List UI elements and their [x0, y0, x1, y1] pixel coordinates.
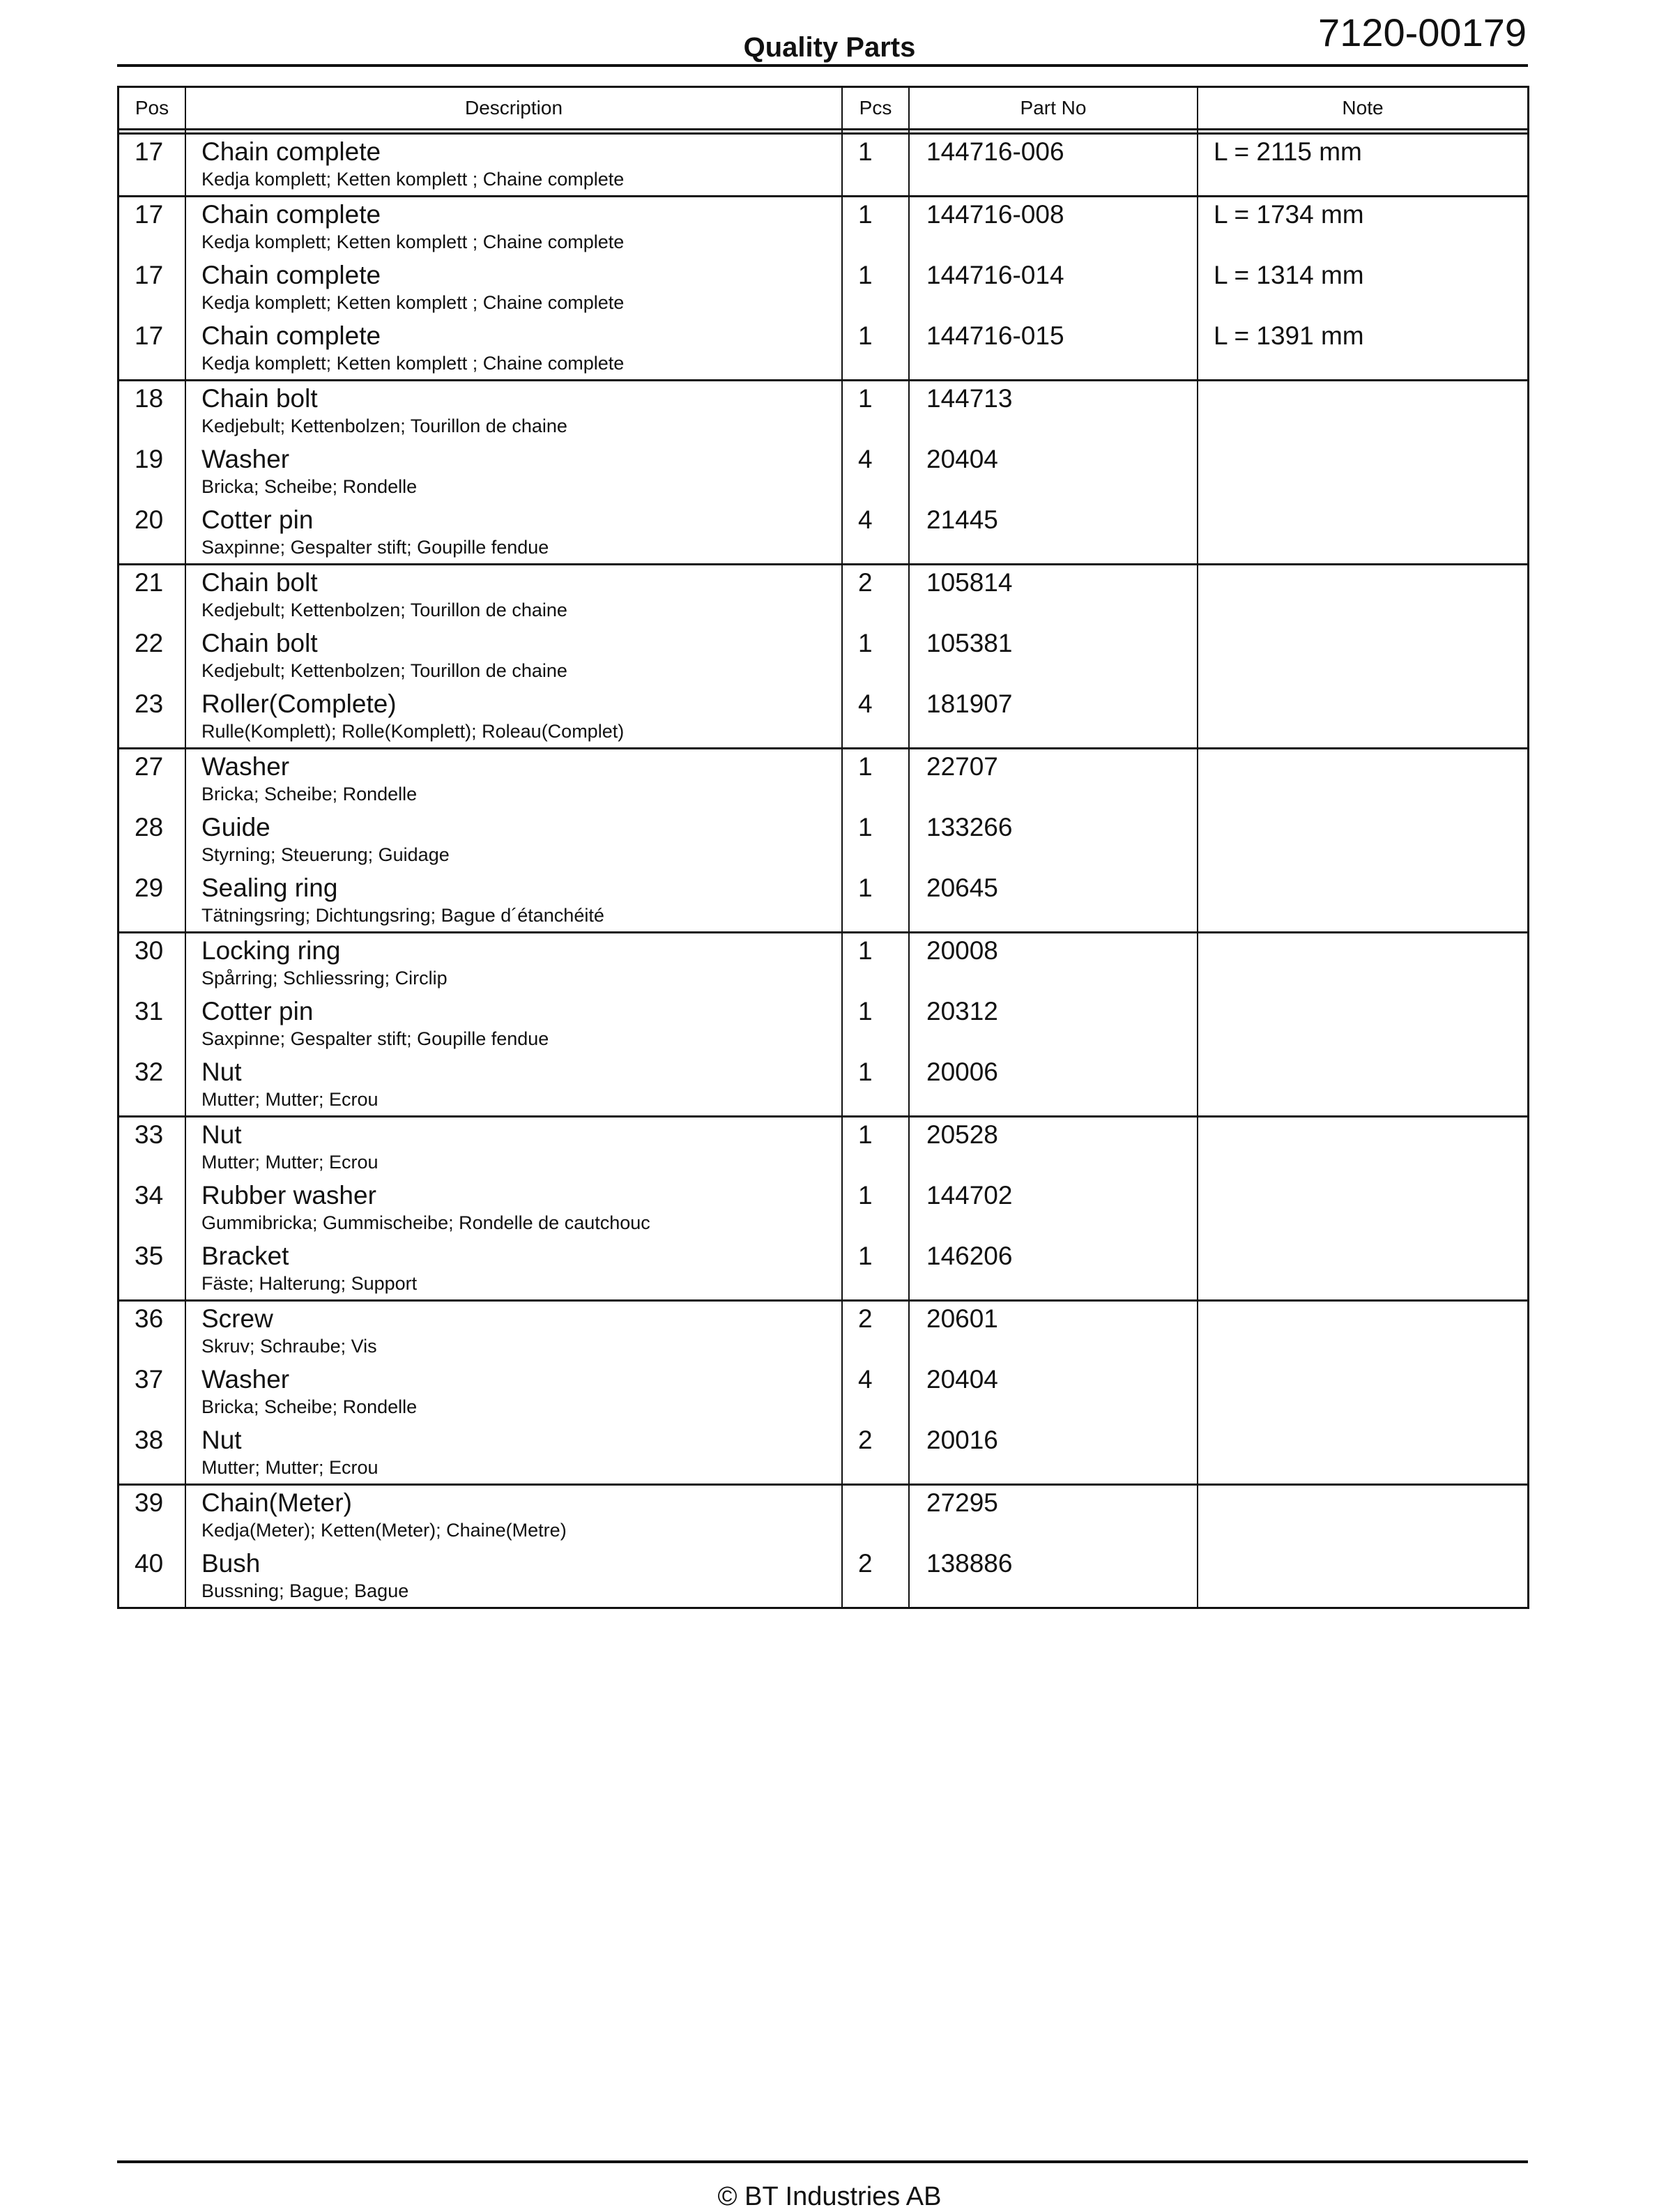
part-no-cell: 105814	[926, 568, 1013, 597]
part-translation: Kedja(Meter); Ketten(Meter); Chaine(Metre)	[201, 1520, 567, 1541]
pcs-cell: 2	[858, 1426, 873, 1454]
pos-cell: 39	[135, 1488, 164, 1517]
pos-cell: 17	[135, 200, 164, 229]
pcs-cell: 4	[858, 505, 873, 534]
part-no-cell: 144713	[926, 384, 1013, 413]
pos-column	[119, 565, 186, 747]
part-no-cell: 20404	[926, 445, 998, 473]
description-cell	[186, 1055, 841, 1115]
description-column	[186, 381, 843, 563]
pcs-column	[843, 1118, 910, 1299]
note-cell	[1198, 933, 1527, 994]
description-cell	[186, 319, 841, 379]
description-column	[186, 933, 843, 1115]
part-translation: Kedja komplett; Ketten komplett ; Chaine complete	[201, 231, 625, 252]
footer-divider	[117, 2160, 1528, 2163]
description-cell	[186, 994, 841, 1055]
description-cell	[186, 1118, 841, 1178]
description-cell	[186, 135, 841, 195]
pos-cell: 18	[135, 384, 164, 413]
part-name: Bracket	[201, 1242, 289, 1270]
part-translation: Spårring; Schliessring; Circlip	[201, 968, 448, 989]
pcs-cell: 1	[858, 936, 873, 965]
pos-cell: 20	[135, 505, 164, 534]
pos-column	[119, 1302, 186, 1483]
pcs-cell: 1	[858, 1058, 873, 1086]
pos-cell: 37	[135, 1365, 164, 1394]
part-translation: Bricka; Scheibe; Rondelle	[201, 1396, 418, 1417]
column-header-pcs: Pcs	[843, 88, 910, 128]
pos-cell: 31	[135, 997, 164, 1025]
description-column	[186, 1302, 843, 1483]
description-cell	[186, 933, 841, 994]
part-translation: Bricka; Scheibe; Rondelle	[201, 784, 418, 804]
part-name: Rubber washer	[201, 1181, 376, 1210]
pcs-cell: 1	[858, 261, 873, 289]
part-name: Chain bolt	[201, 568, 318, 597]
part-no-column	[910, 197, 1198, 379]
column-header-description: Description	[186, 88, 843, 128]
part-translation: Kedjebult; Kettenbolzen; Tourillon de chaine	[201, 660, 567, 681]
pcs-cell: 2	[858, 1304, 873, 1333]
part-no-cell: 181907	[926, 689, 1013, 718]
part-translation: Gummibricka; Gummischeibe; Rondelle de cautchouc	[201, 1212, 650, 1233]
part-no-column	[910, 381, 1198, 563]
note-cell	[1198, 1055, 1527, 1115]
table-header	[119, 88, 1527, 130]
part-translation: Kedja komplett; Ketten komplett ; Chaine complete	[201, 353, 625, 374]
part-name: Chain complete	[201, 261, 381, 289]
part-no-cell: 20528	[926, 1120, 998, 1149]
description-cell	[186, 197, 841, 258]
note-column	[1198, 749, 1527, 931]
page-title: Quality Parts	[743, 32, 916, 63]
part-translation: Skruv; Schraube; Vis	[201, 1336, 377, 1357]
pos-cell: 28	[135, 813, 164, 841]
part-no-cell: 138886	[926, 1549, 1013, 1578]
part-no-cell: 20312	[926, 997, 998, 1025]
note-column	[1198, 1302, 1527, 1483]
part-translation: Saxpinne; Gespalter stift; Goupille fendue	[201, 1028, 549, 1049]
description-cell	[186, 749, 841, 810]
note-column	[1198, 1118, 1527, 1299]
description-cell	[186, 1423, 841, 1483]
part-translation: Fäste; Halterung; Support	[201, 1273, 418, 1294]
part-name: Chain complete	[201, 321, 381, 350]
pcs-column	[843, 135, 910, 195]
note-cell	[1198, 687, 1527, 747]
part-translation: Bricka; Scheibe; Rondelle	[201, 476, 418, 497]
pos-cell: 17	[135, 261, 164, 289]
table-row-group	[119, 197, 1527, 381]
part-name: Nut	[201, 1120, 242, 1149]
note-column	[1198, 1486, 1527, 1607]
pos-cell: 21	[135, 568, 164, 597]
part-name: Chain complete	[201, 200, 381, 229]
pos-cell: 30	[135, 936, 164, 965]
description-cell	[186, 1486, 841, 1546]
description-cell	[186, 1302, 841, 1362]
part-translation: Kedjebult; Kettenbolzen; Tourillon de chaine	[201, 415, 567, 436]
part-translation: Styrning; Steuerung; Guidage	[201, 844, 450, 865]
pcs-cell: 2	[858, 568, 873, 597]
part-name: Washer	[201, 752, 290, 781]
column-header-part-no: Part No	[910, 88, 1198, 128]
description-cell	[186, 687, 841, 747]
part-name: Screw	[201, 1304, 273, 1333]
part-translation: Kedja komplett; Ketten komplett ; Chaine complete	[201, 292, 625, 313]
part-no-cell: 105381	[926, 629, 1013, 657]
pos-cell: 36	[135, 1304, 164, 1333]
description-cell	[186, 503, 841, 563]
note-cell	[1198, 1546, 1527, 1607]
note-cell	[1198, 442, 1527, 503]
part-no-cell: 133266	[926, 813, 1013, 841]
pcs-cell: 1	[858, 137, 873, 166]
part-name: Nut	[201, 1058, 242, 1086]
part-no-column	[910, 1302, 1198, 1483]
parts-table	[117, 86, 1529, 1609]
description-column	[186, 1118, 843, 1299]
pos-column	[119, 135, 186, 195]
part-name: Washer	[201, 445, 290, 473]
note-cell	[1198, 381, 1527, 442]
pos-column	[119, 381, 186, 563]
pcs-cell: 1	[858, 384, 873, 413]
pcs-cell: 1	[858, 1120, 873, 1149]
part-no-column	[910, 1118, 1198, 1299]
table-row-group	[119, 1302, 1527, 1486]
description-column	[186, 197, 843, 379]
part-no-column	[910, 749, 1198, 931]
table-row-group	[119, 933, 1527, 1118]
part-no-column	[910, 565, 1198, 747]
description-column	[186, 565, 843, 747]
note-column	[1198, 197, 1527, 379]
pos-cell: 40	[135, 1549, 164, 1578]
description-cell	[186, 871, 841, 931]
pcs-cell: 1	[858, 997, 873, 1025]
pos-cell: 33	[135, 1120, 164, 1149]
pos-column	[119, 1118, 186, 1299]
pcs-cell: 1	[858, 874, 873, 902]
note-cell	[1198, 1486, 1527, 1546]
part-no-cell: 20008	[926, 936, 998, 965]
pcs-cell: 1	[858, 1242, 873, 1270]
header-divider	[117, 64, 1528, 67]
part-translation: Kedjebult; Kettenbolzen; Tourillon de chaine	[201, 600, 567, 620]
part-no-column	[910, 1486, 1198, 1607]
part-no-cell: 20404	[926, 1365, 998, 1394]
part-translation: Tätningsring; Dichtungsring; Bague d´étanchéité	[201, 905, 604, 926]
pcs-cell: 1	[858, 752, 873, 781]
note-cell	[1198, 1118, 1527, 1178]
part-no-cell: 146206	[926, 1242, 1013, 1270]
note-cell: L = 1734 mm	[1214, 200, 1364, 229]
part-translation: Mutter; Mutter; Ecrou	[201, 1152, 379, 1173]
description-cell	[186, 1178, 841, 1239]
part-name: Washer	[201, 1365, 290, 1394]
note-cell	[1198, 565, 1527, 626]
description-cell	[186, 1362, 841, 1423]
table-row-group	[119, 135, 1527, 197]
pos-column	[119, 1486, 186, 1607]
pcs-cell: 1	[858, 200, 873, 229]
description-cell	[186, 1239, 841, 1299]
pcs-column	[843, 565, 910, 747]
note-cell	[1198, 1302, 1527, 1362]
note-column	[1198, 135, 1527, 195]
note-column	[1198, 933, 1527, 1115]
part-no-cell: 144716-015	[926, 321, 1064, 350]
pos-cell: 32	[135, 1058, 164, 1086]
description-column	[186, 749, 843, 931]
pcs-column	[843, 749, 910, 931]
pos-column	[119, 933, 186, 1115]
description-column	[186, 135, 843, 195]
description-cell	[186, 442, 841, 503]
pcs-cell: 4	[858, 1365, 873, 1394]
pcs-column	[843, 1302, 910, 1483]
part-no-cell: 20645	[926, 874, 998, 902]
pos-cell: 17	[135, 137, 164, 166]
part-name: Chain(Meter)	[201, 1488, 352, 1517]
pos-cell: 23	[135, 689, 164, 718]
part-no-column	[910, 135, 1198, 195]
table-row-group	[119, 749, 1527, 933]
pcs-cell: 4	[858, 445, 873, 473]
table-row-group	[119, 1486, 1527, 1607]
pcs-column	[843, 381, 910, 563]
part-translation: Bussning; Bague; Bague	[201, 1580, 409, 1601]
pcs-column	[843, 1486, 910, 1607]
note-cell	[1198, 626, 1527, 687]
note-cell: L = 1314 mm	[1214, 261, 1364, 289]
part-translation: Rulle(Komplett); Rolle(Komplett); Roleau(Complet)	[201, 721, 625, 742]
part-translation: Mutter; Mutter; Ecrou	[201, 1457, 379, 1478]
part-name: Cotter pin	[201, 505, 314, 534]
table-row-group	[119, 381, 1527, 565]
part-no-cell: 144716-006	[926, 137, 1064, 166]
pos-cell: 29	[135, 874, 164, 902]
table-body	[119, 135, 1527, 1607]
part-no-cell: 20006	[926, 1058, 998, 1086]
pcs-cell: 2	[858, 1549, 873, 1578]
part-no-cell: 20601	[926, 1304, 998, 1333]
part-no-cell: 21445	[926, 505, 998, 534]
note-cell: L = 2115 mm	[1214, 137, 1362, 166]
part-no-cell: 22707	[926, 752, 998, 781]
pos-column	[119, 197, 186, 379]
pos-cell: 17	[135, 321, 164, 350]
note-cell	[1198, 1362, 1527, 1423]
note-cell	[1198, 994, 1527, 1055]
note-cell	[1198, 1423, 1527, 1483]
note-cell	[1198, 503, 1527, 563]
note-cell	[1198, 1178, 1527, 1239]
pos-column	[119, 749, 186, 931]
part-name: Guide	[201, 813, 270, 841]
table-row-group	[119, 1118, 1527, 1302]
description-cell	[186, 381, 841, 442]
pcs-cell: 1	[858, 629, 873, 657]
part-no-cell: 144702	[926, 1181, 1013, 1210]
part-no-cell: 144716-008	[926, 200, 1064, 229]
description-column	[186, 1486, 843, 1607]
description-cell	[186, 565, 841, 626]
description-cell	[186, 258, 841, 319]
pcs-cell: 4	[858, 689, 873, 718]
pos-cell: 19	[135, 445, 164, 473]
note-cell	[1198, 810, 1527, 871]
part-translation: Mutter; Mutter; Ecrou	[201, 1089, 379, 1110]
note-cell: L = 1391 mm	[1214, 321, 1364, 350]
part-translation: Saxpinne; Gespalter stift; Goupille fendue	[201, 537, 549, 558]
pos-cell: 35	[135, 1242, 164, 1270]
part-name: Roller(Complete)	[201, 689, 397, 718]
part-name: Cotter pin	[201, 997, 314, 1025]
pcs-cell: 1	[858, 813, 873, 841]
note-cell	[1198, 749, 1527, 810]
pcs-column	[843, 933, 910, 1115]
pos-cell: 22	[135, 629, 164, 657]
description-cell	[186, 626, 841, 687]
pcs-column	[843, 197, 910, 379]
description-cell	[186, 1546, 841, 1607]
pos-cell: 38	[135, 1426, 164, 1454]
column-header-note: Note	[1342, 97, 1384, 119]
pcs-cell: 1	[858, 1181, 873, 1210]
part-name: Chain complete	[201, 137, 381, 166]
part-name: Chain bolt	[201, 384, 318, 413]
part-name: Chain bolt	[201, 629, 318, 657]
table-row-group	[119, 565, 1527, 749]
pos-cell: 34	[135, 1181, 164, 1210]
column-header-pos: Pos	[119, 88, 186, 128]
part-no-cell: 144716-014	[926, 261, 1064, 289]
part-name: Bush	[201, 1549, 261, 1578]
pcs-cell: 1	[858, 321, 873, 350]
part-name: Nut	[201, 1426, 242, 1454]
pcs-cell	[843, 1486, 908, 1546]
footer-copyright: © BT Industries AB	[717, 2182, 942, 2211]
note-column	[1198, 381, 1527, 563]
part-no-cell: 27295	[926, 1488, 998, 1517]
part-name: Locking ring	[201, 936, 341, 965]
part-name: Sealing ring	[201, 874, 338, 902]
note-column	[1198, 565, 1527, 747]
note-cell	[1198, 1239, 1527, 1299]
description-cell	[186, 810, 841, 871]
note-cell	[1198, 871, 1527, 931]
part-no-column	[910, 933, 1198, 1115]
document-number: 7120-00179	[1318, 10, 1527, 54]
part-translation: Kedja komplett; Ketten komplett ; Chaine complete	[201, 169, 625, 190]
pos-cell: 27	[135, 752, 164, 781]
part-no-cell: 20016	[926, 1426, 998, 1454]
